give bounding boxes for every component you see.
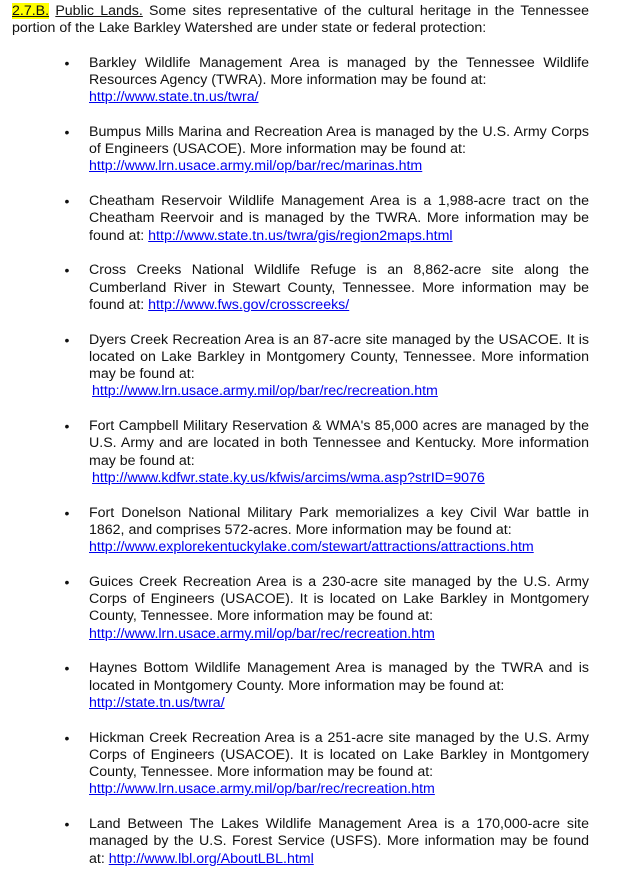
list-item xyxy=(12,193,589,245)
item-text: Bumpus Mills Marina and Recreation Area is managed by the U.S. Army Corps of Engineers (USACOE). More information may be found at: xyxy=(89,123,589,157)
section-number: 2.7.B. xyxy=(12,3,50,19)
item-text: Barkley Wildlife Management Area is managed by the Tennessee Wildlife Resources Agency (TWRA). More information may be found at: xyxy=(89,54,589,88)
list-item xyxy=(12,332,589,401)
item-link[interactable]: http://www.lrn.usace.army.mil/op/bar/rec/recreation.htm xyxy=(89,781,435,798)
item-text: Cheatham Reservoir Wildlife Management Area is a 1,988-acre tract on the Cheatham Reervoir and is managed by the TWRA. More information may be found at: xyxy=(89,193,589,244)
item-link[interactable]: http://www.lrn.usace.army.mil/op/bar/rec/marinas.htm xyxy=(89,158,423,175)
list-item xyxy=(12,660,589,712)
bullet-icon: • xyxy=(64,418,70,434)
item-link[interactable]: http://www.kdfwr.state.ky.us/kfwis/arcims/wma.asp?strID=9076 xyxy=(92,469,485,486)
list-item xyxy=(12,505,589,557)
bullet-icon: • xyxy=(64,193,70,209)
bullet-icon: • xyxy=(64,816,70,832)
list-item xyxy=(12,816,589,868)
bullet-icon: • xyxy=(64,262,70,279)
section-title: Public Lands. xyxy=(55,3,143,19)
list-item xyxy=(12,574,589,643)
list-item xyxy=(12,124,589,176)
bullet-icon: • xyxy=(64,331,70,348)
bullet-icon: • xyxy=(64,54,70,71)
item-text: Haynes Bottom Wildlife Management Area is managed by the TWRA and is located in Montgomery County. More information may be found at: xyxy=(89,660,589,694)
item-text: Land Between The Lakes Wildlife Management Area is a 170,000-acre site managed by the U.S. Forest Service (USFS). More information may be found at: xyxy=(89,816,589,867)
bullet-icon: • xyxy=(64,660,70,677)
public-lands-list xyxy=(12,55,589,868)
item-link[interactable]: http://www.explorekentuckylake.com/stewart/attractions/attractions.htm xyxy=(89,539,534,555)
item-text: Dyers Creek Recreation Area is an 87-acre site managed by the USACOE. It is located on Lake Barkley in Montgomery County, Tennessee. More information may be found at: xyxy=(89,331,589,382)
item-text: Fort Donelson National Military Park memorializes a key Civil War battle in 1862, and comprises 572-acres. More information may be found at: xyxy=(89,504,589,538)
bullet-icon: • xyxy=(64,504,70,521)
list-item xyxy=(12,262,589,314)
list-item xyxy=(12,418,589,487)
bullet-icon: • xyxy=(64,729,70,746)
item-link[interactable]: http://www.state.tn.us/twra/ xyxy=(89,89,259,105)
section-intro-paragraph xyxy=(12,3,589,38)
item-text: Fort Campbell Military Reservation & WMA's 85,000 acres are managed by the U.S. Army and are located in both Tennessee and Kentucky. More information may be found at: xyxy=(89,418,589,469)
item-text: Cross Creeks National Wildlife Refuge is an 8,862-acre site along the Cumberland River in Stewart County, Tennessee. More information may be found at: xyxy=(89,262,589,313)
item-link[interactable]: http://www.state.tn.us/twra/gis/region2maps.html xyxy=(148,227,453,244)
item-link[interactable]: http://state.tn.us/twra/ xyxy=(89,694,225,711)
bullet-icon: • xyxy=(64,123,70,140)
item-link[interactable]: http://www.lrn.usace.army.mil/op/bar/rec/recreation.htm xyxy=(92,383,438,400)
item-link[interactable]: http://www.lbl.org/AboutLBL.html xyxy=(108,850,314,867)
item-link[interactable]: http://www.lrn.usace.army.mil/op/bar/rec/recreation.htm xyxy=(89,625,435,642)
bullet-icon: • xyxy=(64,573,70,590)
list-item xyxy=(12,55,589,107)
list-item xyxy=(12,730,589,799)
item-text: Guices Creek Recreation Area is a 230-acre site managed by the U.S. Army Corps of Engineers (USACOE). It is located on Lake Barkley in Montgomery County, Tennessee. More information may be found at: xyxy=(89,573,589,625)
item-text: Hickman Creek Recreation Area is a 251-acre site managed by the U.S. Army Corps of Engineers (USACOE). It is located on Lake Barkley in Montgomery County, Tennessee. More information may be found at: xyxy=(89,729,589,780)
section-intro-text: Some sites representative of the cultural heritage in the Tennessee portion of the Lake Barkley Watershed are under state or federal protection: xyxy=(12,3,590,37)
item-link[interactable]: http://www.fws.gov/crosscreeks/ xyxy=(148,296,350,313)
